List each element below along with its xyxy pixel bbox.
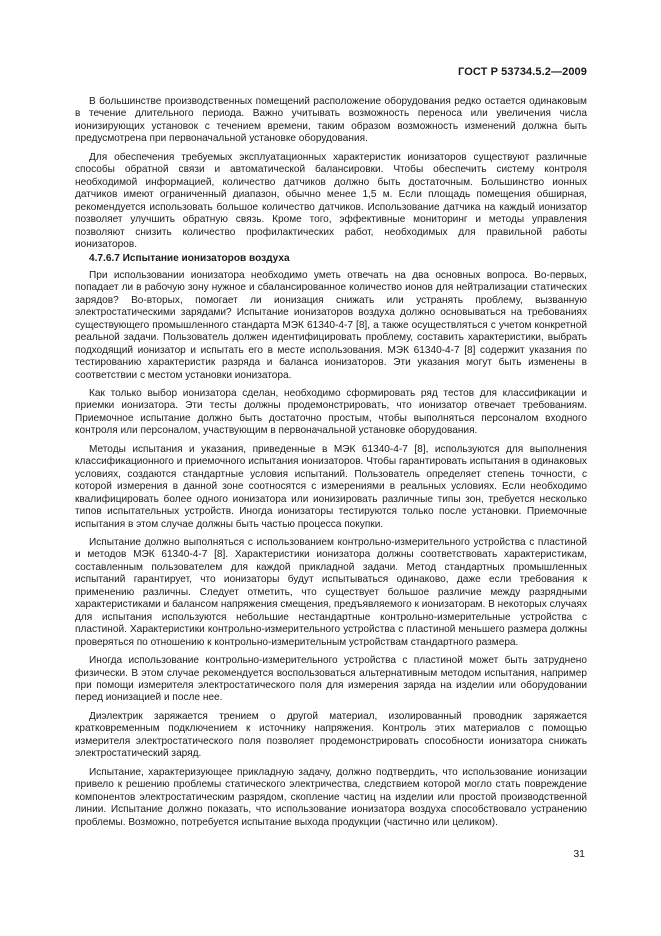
document-code: ГОСТ Р 53734.5.2—2009 (458, 66, 587, 78)
paragraph-application-test: Испытание, характеризующее прикладную задачу, должно подтвердить, что использование ионизации привело к решению проблемы статического электричества, следствием которой могло стать повреждение компонентов электростатическим разрядом, скопление частиц на изделии или простой производственной линии. Испытание должно показать, что использование ионизатора воздуха способствовало устранению проблемы. Возможно, потребуется испытание выхода продукции (частично или целиком). (75, 766, 587, 828)
paragraph-test-selection: Как только выбор ионизатора сделан, необходимо сформировать ряд тестов для классификации и приемки ионизатора. Эти тесты должны продемонстрировать, что ионизатор отвечает требованиям. Приемочное испытание должно быть достаточно простым, чтобы выполняться персоналом входного контроля или персоналом, участвующим в первоначальной установке оборудования. (75, 388, 587, 437)
paragraph-equipment-layout: В большинстве производственных помещений расположение оборудования редко остается одинаковым в течение длительного периода. Важно учитывать возможность переноса или увеличения числа ионизирующих установок с течением времени, таким образом возможность изменений должна быть предусмотрена при первоначальной установке оборудования. (75, 96, 587, 145)
paragraph-feedback-methods: Для обеспечения требуемых эксплуатационных характеристик ионизаторов существуют различные способы обратной связи и автоматической балансировки. Чтобы обеспечить систему контроля необходимой информацией, количество датчиков должно быть достаточным. Большинство ионных датчиков имеют ограниченный диапазон, обычно менее 1,5 м. Если площадь помещения обширная, рекомендуется использовать большое количество датчиков. Использование датчика на каждый ионизатор позволяет улучшить обратную связь. Кроме того, эффективные мониторинг и методы управления позволяют снизить количество профилактических работ, необходимых для правильной работы ионизаторов. (75, 151, 587, 250)
body-text (75, 96, 587, 829)
paragraph-alternative-method: Иногда использование контрольно-измерительного устройства с пластиной может быть затруднено физически. В этом случае рекомендуется воспользоваться альтернативным методом испытания, например при помощи измерителя электростатического поля для измерения заряда на изделии или оборудовании перед ионизацией и после нее. (75, 655, 587, 704)
paragraph-dielectric-charging: Диэлектрик заряжается трением о другой материал, изолированный проводник заряжается кратковременным подключением к источнику напряжения. Контроль этих материалов с помощью измерителя электростатического поля позволяет продемонстрировать способности ионизатора снижать электростатический заряд. (75, 710, 587, 760)
paragraph-two-questions: При использовании ионизатора необходимо уметь отвечать на два основных вопроса. Во-первых, попадает ли в рабочую зону нужное и сбалансированное количество ионов для нейтрализации статических зарядов? Во-вторых, помогает ли ионизация снижать или устранять проблему, вызванную электростатическими зарядами? Испытание ионизаторов воздуха должно основываться на требованиях существующего промышленного стандарта МЭК 61340-4-7 [8], а также осуществляться с учетом конкретной реальной задачи. Пользователь должен идентифицировать проблему, составить характеристики, выбрать подходящий ионизатор и испытать его в месте использования. МЭК 61340-4-7 [8] содержит указания по тестированию характеристик разряда и баланса ионизаторов. Эти указания могут быть изменены в соответствии с местом установки ионизатора. (75, 269, 587, 381)
paragraph-plate-testing: Испытание должно выполняться с использованием контрольно-измерительного устройства с пластиной и методов МЭК 61340-4-7 [8]. Характеристики ионизатора должны соответствовать характеристикам, составленным пользователем для каждой прикладной задачи. Метод стандартных промышленных испытаний гарантирует, что ионизаторы будут испытываться одинаково, даже если требования к применению различны. Следует отметить, что существует большое различие между разрядными характеристиками и балансом напряжения смещения, предъявляемого к ионизаторам. В некоторых случаях для испытания используются небольшие нестандартные контрольно-измерительные устройства с пластиной. Характеристики контрольно-измерительного устройства с пластиной меньшего размера должны проверяться по отношению к контрольно-измерительным устройствам стандартного размера. (75, 537, 587, 648)
section-heading-4-7-6-7: 4.7.6.7 Испытание ионизаторов воздуха (89, 253, 290, 265)
paragraph-test-methods: Методы испытания и указания, приведенные в МЭК 61340-4-7 [8], используются для выполнения классификационного и приемочного испытания ионизаторов. Чтобы гарантировать испытания в одинаковых условиях, создаются стандартные условия испытаний. Пользователь определяет степень точности, с которой измерения в данной зоне соотносятся с измерениями в реальных условиях. Если необходимо квалифицировать более одного ионизатора или ионизировать различные типы зон, требуется несколько типов испытательных устройств. Иногда ионизаторы тестируются только после установки. Приемочные испытания в этом случае должны быть частью процесса покупки. (75, 443, 587, 530)
page-number: 31 (573, 848, 585, 860)
